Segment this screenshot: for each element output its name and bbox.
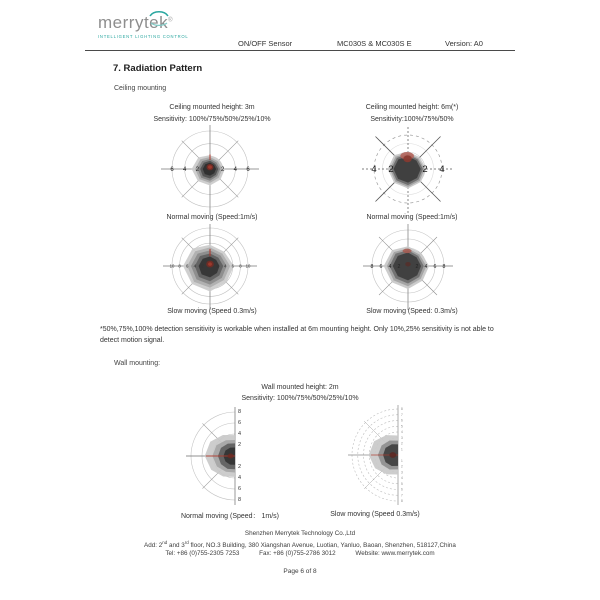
svg-text:2: 2 [201,263,204,269]
svg-text:8: 8 [238,409,242,416]
wall-height-line: Wall mounted height: 2m [261,384,339,391]
svg-text:7: 7 [401,412,403,417]
svg-text:6: 6 [401,418,403,423]
address-part: Add: 2 [144,542,163,550]
svg-text:2: 2 [238,442,242,449]
logo-orbit-icon [147,7,171,29]
svg-text:3: 3 [401,435,403,440]
merrytek-logo [98,13,189,39]
radiation-chart-ceiling-6m-slow [322,224,502,315]
ceiling-6m-height-line: Ceiling mounted height: 6m(*) [365,104,459,111]
svg-text:4: 4 [238,431,242,438]
sensitivity-note: *50%,75%,100% detection sensitivity is workable when installed at 6m mounting height. Only 10%,25% sensitivity is not able to detect motion signal. [100,326,494,344]
svg-text:6: 6 [238,486,242,493]
svg-text:10: 10 [169,263,175,269]
registered-trademark-symbol: ® [168,17,173,24]
svg-text:2: 2 [397,263,401,270]
page-number: Page 6 of 8 [283,568,317,575]
footer-contact-line [0,550,600,557]
wall-mounting-label: Wall mounting: [114,360,161,367]
address-part: floor, NO.3 Building, 380 Xiangshan Avenue, Luotian, Yanluo, Baoan, Shenzhen, 518127,China [188,542,456,550]
svg-text:4: 4 [182,167,187,173]
ceiling-3m-sensitivity-line: Sensitivity: 100%/75%/50%/25%/10% [153,115,271,123]
svg-text:4: 4 [388,263,392,270]
radiation-chart-ceiling-3m-normal [122,125,302,220]
svg-text:2: 2 [238,464,242,471]
ceiling-6m-sensitivity-line: Sensitivity:100%/75%/50% [370,115,454,123]
header-model-number: MC030S & MC030S E [337,39,412,48]
wall-sensitivity-line: Sensitivity: 100%/75%/50%/25%/10% [241,395,359,402]
svg-text:6: 6 [246,167,250,173]
svg-text:8: 8 [401,407,403,412]
radiation-chart-wall-normal [150,406,290,517]
svg-text:7: 7 [401,493,403,498]
wall-2m-title [175,382,425,404]
address-part: and 3 [167,542,185,550]
svg-text:8: 8 [239,263,242,269]
svg-text:8: 8 [370,263,374,270]
svg-text:4: 4 [371,164,377,175]
svg-text:2: 2 [401,464,403,469]
svg-text:2: 2 [195,167,200,173]
svg-text:4: 4 [439,164,445,175]
svg-text:2: 2 [422,164,428,175]
svg-text:2: 2 [415,263,419,270]
svg-text:4: 4 [193,263,196,269]
svg-text:6: 6 [238,420,242,427]
svg-text:8: 8 [178,263,181,269]
footer-tel: Tel: +86 (0)755-2305 7253 [165,550,240,557]
caption-ceiling-6m-normal: Normal moving (Speed:1m/s) [366,214,458,221]
header-rule [85,50,515,51]
svg-text:8: 8 [238,497,242,504]
logo-wordmark: merrytek [98,13,169,32]
ceiling-3m-title [127,102,297,125]
header-doc-type: ON/OFF Sensor [238,39,293,48]
caption-ceiling-6m-slow: Slow moving (Speed: 0.3m/s) [366,308,458,315]
svg-text:5: 5 [401,481,403,486]
svg-text:6: 6 [379,263,383,270]
svg-text:8: 8 [442,263,446,270]
svg-text:10: 10 [245,263,251,269]
svg-text:6: 6 [231,263,234,269]
caption-wall-normal: Normal moving (Speed： 1m/s) [180,513,280,520]
section-title: 7. Radiation Pattern [113,63,203,74]
svg-text:1: 1 [401,458,403,463]
svg-text:6: 6 [170,167,174,173]
svg-text:2: 2 [216,263,219,269]
svg-text:4: 4 [233,167,238,173]
svg-text:2: 2 [388,164,394,175]
svg-text:6: 6 [186,263,189,269]
svg-text:1: 1 [401,447,403,452]
address-ordinal: nd [162,540,168,545]
svg-text:6: 6 [401,487,403,492]
radiation-chart-wall-slow [318,405,458,518]
caption-wall-slow: Slow moving (Speed 0.3m/s) [330,511,420,518]
svg-text:4: 4 [424,263,428,270]
svg-text:8: 8 [401,499,403,504]
svg-text:2: 2 [401,441,403,446]
svg-text:2: 2 [220,167,225,173]
footer-company-name: Shenzhen Merrytek Technology Co.,Ltd [244,530,356,537]
caption-ceiling-3m-slow: Slow moving (Speed 0.3m/s) [167,308,257,315]
header-version: Version: A0 [445,39,483,48]
svg-text:4: 4 [401,430,403,435]
footer-website: Website: www.merrytek.com [355,550,435,557]
svg-text:5: 5 [401,424,403,429]
svg-text:6: 6 [433,263,437,270]
ceiling-3m-height-line: Ceiling mounted height: 3m [169,104,255,111]
svg-text:3: 3 [401,470,403,475]
footer-address [0,540,600,549]
footer-fax: Fax: +86 (0)755-2786 3012 [259,550,336,557]
caption-ceiling-3m-normal: Normal moving (Speed:1m/s) [166,214,258,221]
svg-text:4: 4 [401,476,403,481]
radiation-chart-ceiling-3m-slow [122,224,302,315]
ceiling-mounting-label: Ceiling mounting [114,85,167,92]
radiation-chart-ceiling-6m-normal [322,125,502,220]
svg-text:4: 4 [224,263,227,269]
svg-text:4: 4 [238,475,242,482]
logo-tagline: INTELLIGENT LIGHTING CONTROL [98,34,189,39]
address-ordinal: rd [184,540,189,545]
ceiling-6m-title [327,102,497,125]
